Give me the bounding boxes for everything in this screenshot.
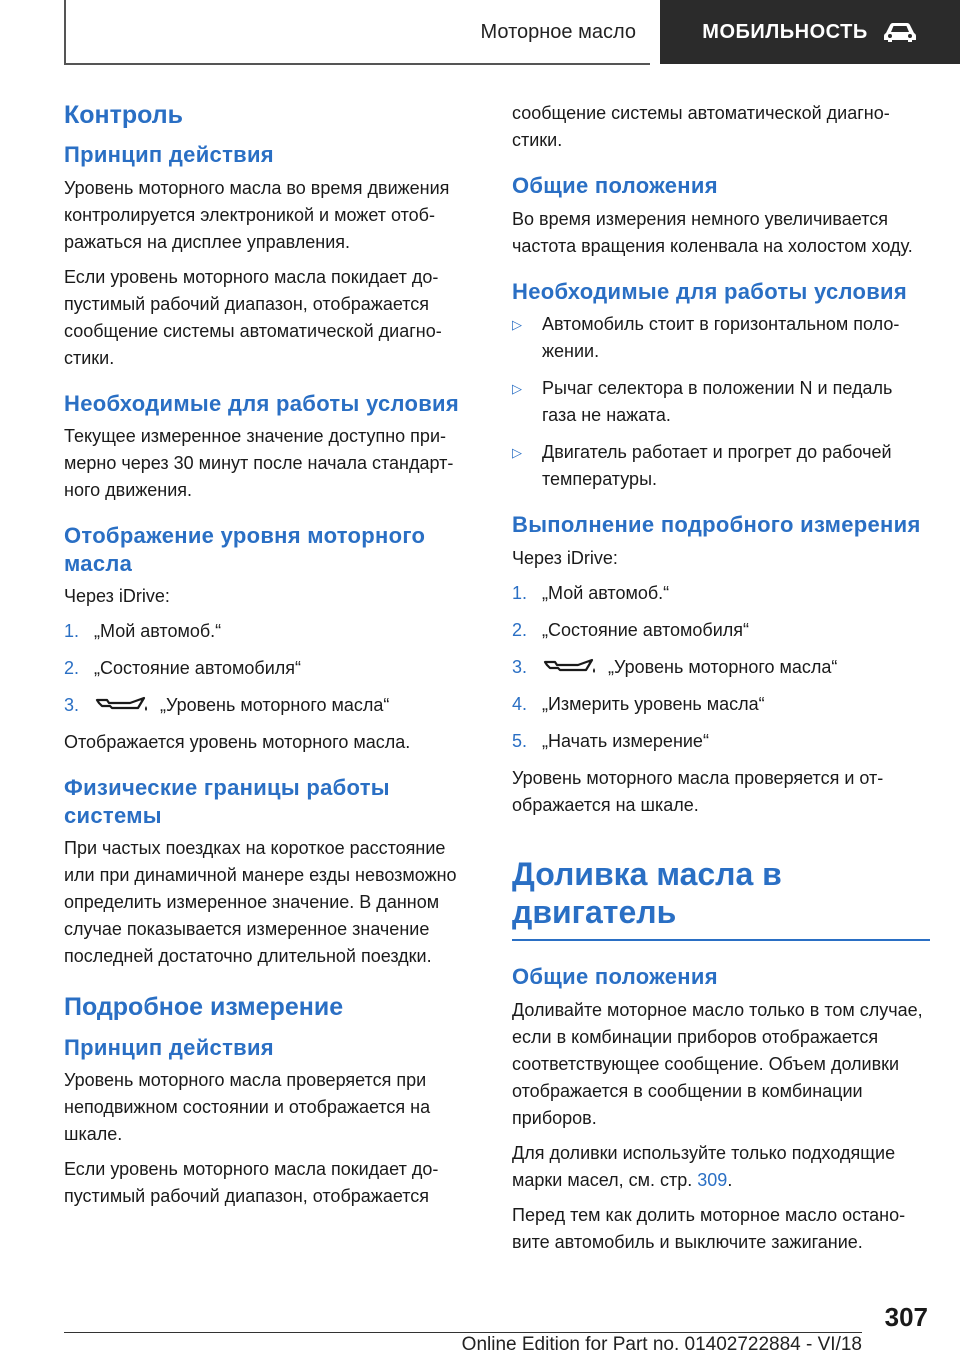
header-left-line bbox=[64, 0, 66, 64]
header-chapter-tab bbox=[660, 0, 960, 64]
step-text: „Мой автомоб.“ bbox=[542, 582, 670, 603]
paragraph: При частых поездках на короткое расстояние или при динамичной манере езды невозможно определить измеренное значение. В данном случае показывается измеренное значение последней достаточно длительной поездки. bbox=[64, 838, 457, 967]
heading-control: Контроль bbox=[64, 101, 184, 129]
list-item bbox=[512, 654, 930, 681]
idrive-steps-list bbox=[512, 580, 930, 755]
paragraph: Уровень моторного масла проверяется и отображается на шкале. bbox=[512, 767, 884, 815]
step-number: 1. bbox=[64, 621, 80, 642]
heading-principle: Принцип действия bbox=[64, 142, 274, 168]
list-item bbox=[64, 618, 476, 645]
step-number: 2. bbox=[512, 619, 528, 640]
paragraph: сообщение системы автоматической диагностики. bbox=[512, 103, 890, 150]
paragraph: Перед тем как долить моторное масло остановите автомобиль и выключите зажигание. bbox=[512, 1204, 906, 1252]
paragraph: Во время измерения немного увеличивается частота вращения коленвала на холостом ходу. bbox=[512, 208, 913, 256]
step-number: 1. bbox=[512, 582, 528, 603]
heading-run-measurement: Выполнение подробного измерения bbox=[512, 512, 921, 537]
idrive-steps-list bbox=[64, 618, 476, 719]
footer-edition: Online Edition for Part no. 01402722884 - VI/18 bbox=[461, 1334, 862, 1355]
triangle-bullet-icon: ▷ bbox=[512, 445, 522, 460]
step-number: 5. bbox=[512, 730, 528, 751]
list-item-text: Автомобиль стоит в горизонтальном положении. bbox=[542, 314, 900, 361]
triangle-bullet-icon: ▷ bbox=[512, 381, 522, 396]
paragraph bbox=[512, 1140, 930, 1194]
oil-can-icon bbox=[542, 656, 598, 676]
list-item bbox=[64, 655, 476, 682]
paragraph-text: . bbox=[727, 1169, 733, 1190]
paragraph: Отображается уровень моторного масла. bbox=[64, 732, 411, 753]
paragraph: Уровень моторного масла проверяется при неподвижном состоянии и отображается на шкале. bbox=[64, 1070, 431, 1144]
conditions-list bbox=[512, 311, 930, 493]
paragraph: Доливайте моторное масло только в том случае, если в комбинации приборов отображается соответствующее сообщение. Объем доливки отображается в сообщении в комбинации приборов. bbox=[512, 999, 923, 1128]
paragraph: Через iDrive: bbox=[512, 547, 618, 568]
heading-general: Общие положения bbox=[512, 964, 718, 990]
footer-rule bbox=[64, 1332, 862, 1333]
page-reference-link[interactable]: 309 bbox=[697, 1169, 728, 1190]
heading-display-oil-level: Отображение уровня моторного масла bbox=[64, 523, 426, 576]
page-number: 307 bbox=[884, 1302, 928, 1332]
step-text: „Состояние автомобиля“ bbox=[542, 619, 750, 640]
step-text: „Мой автомоб.“ bbox=[94, 621, 222, 642]
car-icon bbox=[882, 21, 918, 43]
paragraph: Если уровень моторного масла покидает допустимый рабочий диапазон, отображается сообщение системы автоматической диагностики. bbox=[64, 266, 442, 368]
step-number: 2. bbox=[64, 658, 80, 679]
triangle-bullet-icon: ▷ bbox=[512, 317, 522, 332]
step-number: 3. bbox=[512, 656, 528, 677]
right-column bbox=[512, 100, 930, 1264]
heading-conditions: Необходимые для работы условия bbox=[64, 390, 459, 416]
list-item bbox=[64, 692, 476, 719]
step-text: „Уровень моторного масла“ bbox=[608, 656, 838, 677]
list-item bbox=[512, 375, 930, 429]
step-number: 3. bbox=[64, 695, 80, 716]
paragraph: Уровень моторного масла во время движения контролируется электроникой и может отображаться на дисплее управления. bbox=[64, 177, 450, 252]
list-item bbox=[512, 691, 930, 718]
heading-rule bbox=[512, 939, 930, 941]
paragraph-text: Для доливки используйте только подходящие марки масел, см. стр. bbox=[512, 1142, 896, 1190]
heading-refill-oil: Доливка масла в двигатель bbox=[512, 855, 782, 930]
heading-principle: Принцип действия bbox=[64, 1034, 274, 1060]
step-number: 4. bbox=[512, 693, 528, 714]
heading-physical-limits: Физические границы работы системы bbox=[64, 775, 390, 828]
step-text: „Начать измерение“ bbox=[542, 730, 709, 751]
paragraph: Текущее измеренное значение доступно примерно через 30 минут после начала стандартного движения. bbox=[64, 426, 454, 501]
header-section-title: Моторное масло bbox=[480, 20, 636, 43]
list-item bbox=[512, 617, 930, 644]
step-text: „Уровень моторного масла“ bbox=[160, 695, 390, 716]
list-item bbox=[512, 728, 930, 755]
header-chapter-title: МОБИЛЬНОСТЬ bbox=[702, 20, 868, 43]
list-item-text: Двигатель работает и прогрет до рабочей температуры. bbox=[542, 442, 892, 489]
paragraph: Через iDrive: bbox=[64, 586, 170, 607]
heading-general: Общие положения bbox=[512, 173, 718, 198]
step-text: „Измерить уровень масла“ bbox=[542, 693, 765, 714]
list-item-text: Рычаг селектора в положении N и педаль газа не нажата. bbox=[542, 378, 893, 425]
paragraph: Если уровень моторного масла покидает допустимый рабочий диапазон, отображается bbox=[64, 1159, 439, 1206]
heading-conditions: Необходимые для работы условия bbox=[512, 278, 907, 304]
left-column bbox=[64, 100, 476, 1218]
list-item bbox=[512, 439, 930, 493]
list-item bbox=[512, 580, 930, 607]
list-item bbox=[512, 311, 930, 365]
heading-detailed-measurement: Подробное измерение bbox=[64, 993, 344, 1022]
oil-can-icon bbox=[94, 694, 150, 714]
step-text: „Состояние автомобиля“ bbox=[94, 658, 302, 679]
